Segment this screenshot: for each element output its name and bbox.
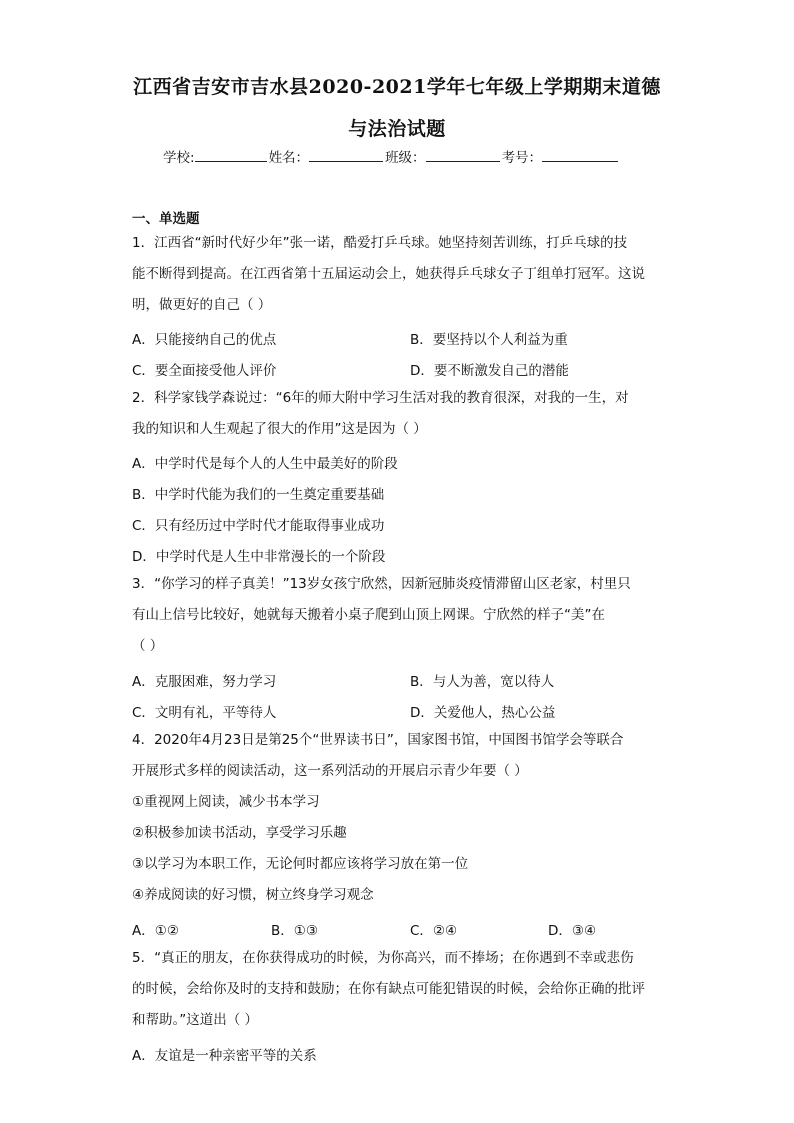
q2-option-d[interactable]: D．中学时代是人生中非常漫长的一个阶段 (132, 549, 386, 565)
page-title-line-1: 江西省吉安市吉水县2020-2021学年七年级上学期期末道德 (133, 76, 661, 98)
q5-option-a[interactable]: A．友谊是一种亲密平等的关系 (132, 1048, 317, 1064)
name-blank[interactable] (309, 147, 383, 162)
name-label: 姓名： (268, 150, 310, 166)
school-blank[interactable] (195, 147, 267, 162)
number-blank[interactable] (542, 147, 618, 162)
question-line: 3．“你学习的样子真美！”13岁女孩宁欣然，因新冠肺炎疫情滞留山区老家，村里只 (132, 576, 631, 592)
q4-option-c[interactable]: C．②④ (410, 923, 458, 939)
q1-option-d[interactable]: D．要不断激发自己的潜能 (410, 363, 569, 379)
question-line: 和帮助。”这道出（ ） (132, 1012, 259, 1028)
question-line: ①重视网上阅读，减少书本学习 (132, 794, 320, 810)
q4-option-a[interactable]: A．①② (132, 923, 179, 939)
question-line: 能不断得到提高。在江西省第十五届运动会上，她获得乒乓球女子丁组单打冠军。这说 (132, 266, 645, 282)
q3-option-b[interactable]: B．与人为善，宽以待人 (410, 674, 555, 690)
q4-option-b[interactable]: B．①③ (271, 923, 318, 939)
page-title-line-2: 与法治试题 (348, 118, 446, 140)
q2-option-c[interactable]: C．只有经历过中学时代才能取得事业成功 (132, 518, 385, 534)
question-line: ③以学习为本职工作，无论何时都应该将学习放在第一位 (132, 856, 469, 872)
question-1 (132, 228, 662, 321)
question-line: ④养成阅读的好习惯，树立终身学习观念 (132, 887, 374, 903)
class-blank[interactable] (426, 147, 500, 162)
question-line: 5．“真正的朋友，在你获得成功的时候，为你高兴，而不捧场；在你遇到不幸或悲伤 (132, 950, 634, 966)
q3-option-d[interactable]: D．关爱他人，热心公益 (410, 705, 556, 721)
section-heading: 一、单选题 (132, 211, 200, 227)
q2-option-a[interactable]: A．中学时代是每个人的人生中最美好的阶段 (132, 456, 398, 472)
q4-option-d[interactable]: D．③④ (548, 923, 597, 939)
q3-option-a[interactable]: A．克服困难，努力学习 (132, 674, 277, 690)
question-3 (132, 569, 662, 662)
question-line: 的时候，会给你及时的支持和鼓励；在你有缺点可能犯错误的时候，会给你正确的批评 (132, 981, 645, 997)
q1-option-b[interactable]: B．要坚持以个人利益为重 (410, 332, 568, 348)
question-line: 4．2020年4月23日是第25个“世界读书日”，国家图书馆，中国图书馆学会等联合 (132, 732, 624, 748)
question-line: 明，做更好的自己（ ） (132, 297, 272, 313)
question-4 (132, 725, 662, 911)
question-line: 有山上信号比较好，她就每天搬着小桌子爬到山顶上网课。宁欣然的样子“美”在 (132, 607, 605, 623)
question-5 (132, 943, 662, 1036)
question-line: （ ） (132, 638, 164, 654)
question-line: 我的知识和人生观起了很大的作用”这是因为（ ） (132, 421, 427, 437)
question-2 (132, 383, 662, 445)
class-label: 班级： (385, 150, 426, 166)
question-line: 2．科学家钱学森说过：“6年的师大附中学习生活对我的教育很深，对我的一生，对 (132, 390, 629, 406)
student-info-row (163, 146, 620, 166)
q3-option-c[interactable]: C．文明有礼，平等待人 (132, 705, 277, 721)
question-line: 1．江西省“新时代好少年”张一诺，酷爱打乒乓球。她坚持刻苦训练，打乒乓球的技 (132, 235, 628, 251)
q1-option-c[interactable]: C．要全面接受他人评价 (132, 363, 277, 379)
q2-option-b[interactable]: B．中学时代能为我们的一生奠定重要基础 (132, 487, 385, 503)
q1-option-a[interactable]: A．只能接纳自己的优点 (132, 332, 277, 348)
number-label: 考号： (501, 150, 543, 166)
question-line: ②积极参加读书活动，享受学习乐趣 (132, 825, 347, 841)
question-line: 开展形式多样的阅读活动，这一系列活动的开展启示青少年要（ ） (132, 763, 528, 779)
school-label: 学校: (163, 150, 195, 166)
